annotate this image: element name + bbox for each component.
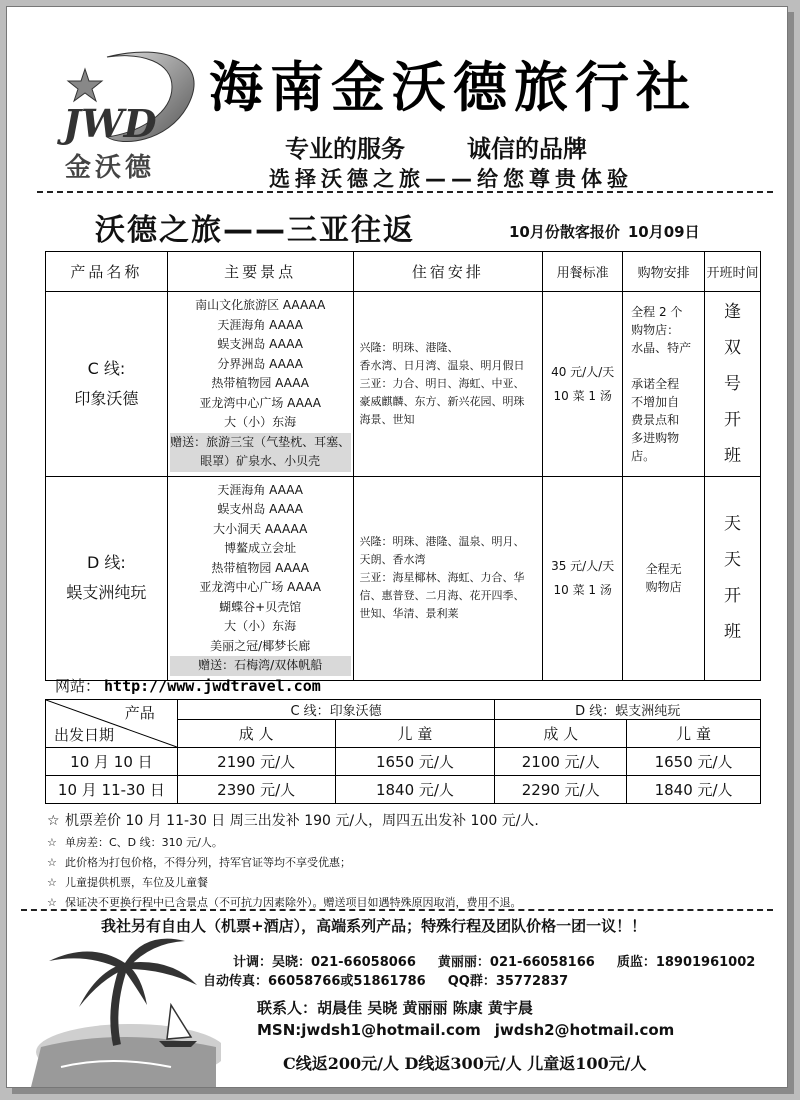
price-cell: 1650 元/人 bbox=[627, 748, 761, 776]
product-line-title: 蜈支洲纯玩 bbox=[66, 583, 147, 602]
price-cell: 1840 元/人 bbox=[335, 776, 495, 804]
shop-spacer bbox=[631, 357, 696, 375]
logo-letters: JWD bbox=[63, 101, 157, 146]
hotel-line: 兴隆：明珠、港隆、温泉、明月、 bbox=[359, 535, 525, 548]
website-label: 网站： bbox=[55, 677, 101, 695]
palm-tree-illustration bbox=[21, 927, 221, 1087]
contact-dispatcher: 计调：吴晓：021-66058066 bbox=[233, 955, 416, 970]
c-child-header: 儿 童 bbox=[335, 720, 495, 748]
spot-item: 天涯海角 AAAA bbox=[217, 317, 303, 332]
table-row bbox=[46, 292, 761, 477]
note-text: 机票差价 10 月 11-30 日 周三出发补 190 元/人，周四五出发补 100 元/人. bbox=[65, 813, 539, 829]
spot-item: 南山文化旅游区 AAAAA bbox=[195, 298, 326, 312]
meal-standard bbox=[543, 292, 623, 477]
meal-price: 35 元/人/天 bbox=[551, 559, 615, 573]
company-name: 海南金沃德旅行社 bbox=[209, 55, 697, 119]
schedule-char: 逢 bbox=[724, 301, 742, 322]
hotel-line: 世知、华清、景利莱 bbox=[359, 607, 459, 620]
product-line-code: D 线: bbox=[87, 553, 126, 572]
shop-line: 购物店： bbox=[631, 322, 680, 337]
table-header-row bbox=[46, 252, 761, 292]
shop-line: 多进购物 bbox=[631, 430, 680, 445]
hotel-line: 兴隆：明珠、港隆、 bbox=[359, 340, 459, 354]
contact-qq: QQ群：35772837 bbox=[447, 974, 569, 989]
hotel-line: 天朗、香水湾 bbox=[359, 553, 426, 566]
spot-item: 蝴蝶谷+贝壳馆 bbox=[219, 599, 302, 614]
product-name bbox=[46, 476, 168, 680]
star-icon: ☆ bbox=[47, 813, 60, 829]
meal-price: 40 元/人/天 bbox=[551, 364, 615, 379]
shop-line: 全程 2 个 bbox=[631, 304, 683, 319]
schedule bbox=[705, 476, 761, 680]
spot-item: 美丽之冠/椰梦长廊 bbox=[210, 638, 311, 653]
c-adult-header: 成 人 bbox=[177, 720, 335, 748]
departure-date: 10 月 11-30 日 bbox=[46, 776, 178, 804]
slogan-line-1 bbox=[285, 129, 649, 164]
price-cell: 1650 元/人 bbox=[335, 748, 495, 776]
star-icon: ☆ bbox=[47, 876, 57, 889]
schedule-char: 号 bbox=[724, 373, 742, 394]
people-names: 联系人：胡晨佳 吴晓 黄丽丽 陈康 黄宇晨 bbox=[257, 999, 533, 1017]
slogan-line-2: 选择沃德之旅——给您尊贵体验 bbox=[269, 167, 633, 191]
product-name bbox=[46, 292, 168, 477]
schedule-char: 开 bbox=[724, 586, 742, 606]
price-cell: 1840 元/人 bbox=[627, 776, 761, 804]
shop-line: 水晶、特产 bbox=[631, 340, 692, 355]
schedule-char: 开 bbox=[724, 409, 742, 430]
gift-note: 赠送：旅游三宝（气垫枕、耳塞、眼罩）矿泉水、小贝壳 bbox=[170, 433, 351, 472]
msn-row bbox=[257, 1019, 688, 1041]
spot-item: 大小洞天 AAAAA bbox=[213, 521, 308, 536]
quote-info bbox=[509, 221, 708, 242]
promo-line: 我社另有自由人（机票+酒店），高端系列产品；特殊行程及团队价格一团一议！！ bbox=[101, 917, 647, 935]
price-header-row bbox=[46, 700, 761, 720]
divider bbox=[37, 191, 773, 193]
route-title: 沃德之旅——三亚往返 bbox=[95, 213, 415, 248]
product-line-code: C 线: bbox=[87, 358, 126, 378]
spot-item: 亚龙湾中心广场 AAAA bbox=[199, 395, 321, 410]
contact-row bbox=[203, 972, 755, 991]
flyer-page bbox=[6, 6, 788, 1088]
note-text: 保证决不更换行程中已含景点（不可抗力因素除外）。赠送项目如遇特殊原因取消，费用不退。 bbox=[65, 896, 522, 909]
schedule-char: 天 bbox=[724, 550, 742, 570]
col-header-spots: 主要景点 bbox=[167, 252, 353, 292]
quote-date: 10月09日 bbox=[627, 223, 700, 241]
meal-dishes: 10 菜 1 汤 bbox=[553, 583, 612, 597]
meal-standard bbox=[543, 476, 623, 680]
note-text: 儿童提供机票，车位及儿童餐 bbox=[65, 876, 208, 889]
schedule-char: 班 bbox=[724, 445, 742, 466]
hotel-line: 豪威麒麟、东方、新兴花园、明珠 bbox=[359, 394, 525, 408]
slogan-service: 专业的服务 bbox=[285, 135, 405, 163]
slogan-brand: 诚信的品牌 bbox=[467, 135, 587, 163]
corner-date-label: 出发日期 bbox=[54, 726, 115, 744]
schedule-char: 班 bbox=[724, 622, 742, 642]
star-icon bbox=[68, 69, 102, 101]
shop-line: 店。 bbox=[631, 448, 656, 463]
note-main bbox=[47, 809, 761, 833]
hotel-list bbox=[353, 476, 543, 680]
star-icon: ☆ bbox=[47, 896, 57, 909]
table-row bbox=[46, 476, 761, 680]
line-c-header: C 线：印象沃德 bbox=[177, 700, 495, 720]
d-adult-header: 成 人 bbox=[495, 720, 627, 748]
shop-line: 购物店 bbox=[645, 580, 682, 594]
price-cell: 2190 元/人 bbox=[177, 748, 335, 776]
contact-people bbox=[257, 997, 688, 1041]
spot-item: 大（小）东海 bbox=[224, 415, 297, 429]
table-row bbox=[46, 748, 761, 776]
spot-item: 天涯海角 AAAA bbox=[217, 482, 303, 497]
note-item bbox=[47, 853, 761, 873]
note-text: 单房差：C、D 线：310 元/人。 bbox=[65, 836, 223, 849]
spots-list bbox=[167, 476, 353, 680]
itinerary-table bbox=[45, 251, 761, 681]
notes bbox=[47, 809, 761, 913]
note-item bbox=[47, 873, 761, 893]
spot-item: 大（小）东海 bbox=[224, 619, 297, 633]
rebate-line: C线返200元/人 D线返300元/人 儿童返100元/人 bbox=[283, 1054, 647, 1073]
hotel-line: 三亚：海星椰林、海虹、力合、华 bbox=[359, 571, 525, 584]
shop-line: 不增加自 bbox=[631, 394, 680, 409]
shop-line: 承诺全程 bbox=[631, 376, 680, 391]
price-cell: 2290 元/人 bbox=[495, 776, 627, 804]
hotel-line: 三亚：力合、明日、海虹、中亚、 bbox=[359, 376, 525, 390]
logo-text: 金沃德 bbox=[65, 153, 156, 183]
website-line bbox=[55, 675, 321, 696]
msn-2[interactable]: jwdsh2@hotmail.com bbox=[494, 1021, 675, 1039]
hotel-line: 海景、世知 bbox=[359, 412, 415, 426]
contact-fax: 自动传真：66058766或51861786 bbox=[203, 974, 426, 989]
note-text: 此价格为打包价格，不得分列，持军官证等均不享受优惠； bbox=[65, 856, 351, 869]
meal-dishes: 10 菜 1 汤 bbox=[553, 388, 612, 403]
star-icon: ☆ bbox=[47, 836, 57, 849]
schedule-char: 天 bbox=[724, 514, 742, 534]
col-header-shopping: 购物安排 bbox=[623, 252, 705, 292]
spot-item: 亚龙湾中心广场 AAAA bbox=[199, 580, 321, 594]
contact-second: 黄丽丽：021-66058166 bbox=[437, 955, 595, 970]
quote-label: 10月份散客报价 bbox=[509, 223, 620, 241]
price-table bbox=[45, 699, 761, 804]
schedule-char: 双 bbox=[724, 337, 742, 358]
price-cell: 2100 元/人 bbox=[495, 748, 627, 776]
star-icon: ☆ bbox=[47, 856, 57, 869]
msn-1[interactable]: MSN:jwdsh1@hotmail.com bbox=[257, 1021, 481, 1039]
col-header-meal: 用餐标准 bbox=[543, 252, 623, 292]
hotel-line: 信、惠普登、二月海、花开四季、 bbox=[359, 589, 525, 602]
gift-note: 赠送：石梅湾/双体帆船 bbox=[170, 656, 351, 676]
spots-list bbox=[167, 292, 353, 477]
col-header-product: 产品名称 bbox=[46, 252, 168, 292]
shopping-info bbox=[623, 476, 705, 680]
spot-item: 博鳌成立会址 bbox=[224, 541, 297, 555]
line-d-header: D 线：蜈支洲纯玩 bbox=[495, 700, 761, 720]
divider bbox=[21, 909, 773, 911]
corner-product-label: 产品 bbox=[124, 704, 155, 722]
contact-quality: 质监：18901961002 bbox=[616, 955, 756, 970]
table-row bbox=[46, 776, 761, 804]
note-item bbox=[47, 833, 761, 853]
col-header-hotel: 住宿安排 bbox=[353, 252, 543, 292]
departure-date: 10 月 10 日 bbox=[46, 748, 178, 776]
spot-item: 蜈支洲岛 AAAA bbox=[217, 337, 303, 351]
shop-line: 全程无 bbox=[645, 562, 682, 576]
shopping-info bbox=[623, 292, 705, 477]
spot-item: 热带植物园 AAAA bbox=[211, 376, 309, 390]
schedule bbox=[705, 292, 761, 477]
price-corner-cell bbox=[46, 700, 178, 748]
spot-item: 分界洲岛 AAAA bbox=[217, 356, 303, 371]
product-line-title: 印象沃德 bbox=[74, 388, 139, 408]
website-link[interactable]: http://www.jwdtravel.com bbox=[104, 677, 321, 695]
shop-line: 费景点和 bbox=[631, 412, 680, 427]
spot-item: 热带植物园 AAAA bbox=[211, 560, 309, 575]
col-header-schedule: 开班时间 bbox=[705, 252, 761, 292]
d-child-header: 儿 童 bbox=[627, 720, 761, 748]
contact-info bbox=[203, 953, 756, 991]
spot-item: 蜈支州岛 AAAA bbox=[217, 502, 303, 516]
hotel-list bbox=[353, 292, 543, 477]
contact-row bbox=[233, 953, 755, 972]
hotel-line: 香水湾、日月湾、温泉、明月假日 bbox=[359, 358, 525, 372]
price-cell: 2390 元/人 bbox=[177, 776, 335, 804]
